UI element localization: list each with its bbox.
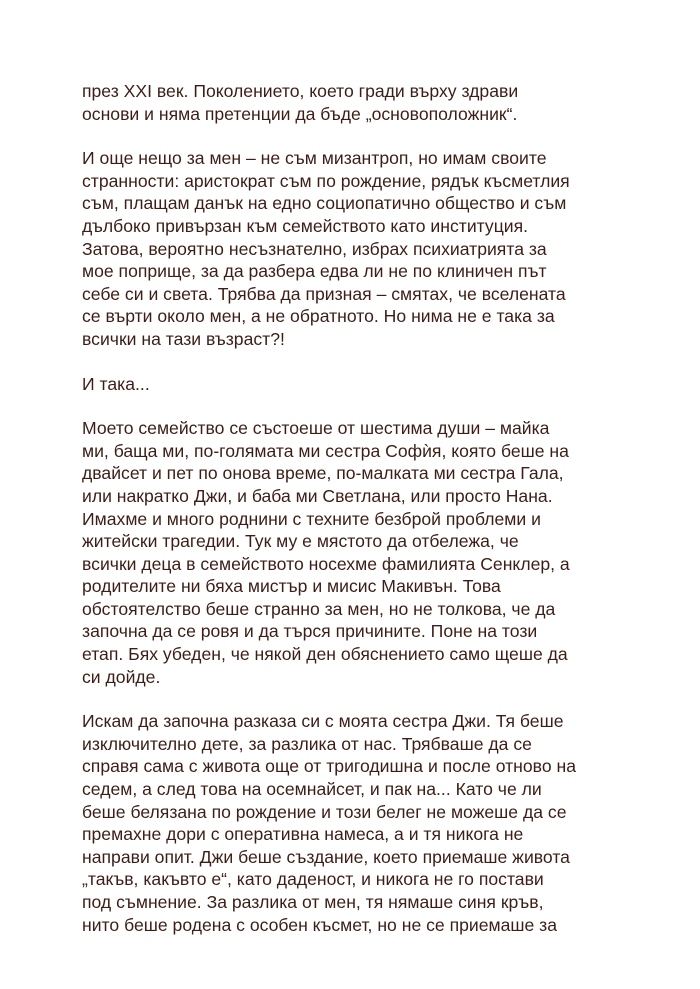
text-line: Затова, вероятно несъзнателно, избрах психиатрията за — [82, 238, 547, 259]
text-line: основи и няма претенции да бъде „основоположник“. — [82, 103, 518, 124]
text-line: седем, а след това на осемнайсет, и пак на... Като че ли — [82, 779, 542, 800]
text-line: И още нещо за мен – не съм мизантроп, но имам своите — [82, 148, 547, 169]
text-line: Имахме и много роднини с техните безброй проблеми и — [82, 508, 541, 529]
text-line: ми, баща ми, по-голямата ми сестра Софѝя, която беше на — [82, 440, 569, 461]
text-line: беше белязана по рождение и този белег не можеше да се — [82, 801, 567, 822]
text-line: всички на тази възраст?! — [82, 328, 285, 349]
text-line: или накратко Джи, и баба ми Светлана, или просто Нана. — [82, 485, 553, 506]
text-line: странности: аристократ съм по рождение, рядък късметлия — [82, 170, 570, 191]
text-line: се върти около мен, а не обратното. Но нима не е така за — [82, 306, 555, 327]
text-line: Моето семейство се състоеше от шестима души – майка — [82, 418, 550, 439]
text-line: И така... — [82, 373, 150, 394]
text-line: „такъв, какъвто е“, като даденост, и никога не го постави — [82, 869, 544, 890]
text-line: дълбоко привързан към семейството като институция. — [82, 215, 529, 236]
text-line: нито беше родена с особен късмет, но не се приемаше за — [82, 914, 558, 935]
text-line: съм, плащам данък на едно социопатично общество и съм — [82, 193, 567, 214]
text-line: себе си и света. Трябва да призная – смятах, че вселената — [82, 283, 566, 304]
text-line: всички деца в семейството носехме фамилията Сенклер, а — [82, 553, 570, 574]
text-line: житейски трагедии. Тук му е мястото да отбележа, че — [82, 531, 519, 552]
text-line: през XXI век. Поколението, което гради върху здрави — [82, 81, 519, 101]
text-line: родителите ни бяха мистър и мисис Макивън. Това — [82, 576, 501, 597]
text-line: премахне дори с оперативна намеса, а и тя никога не — [82, 824, 524, 845]
paragraph-5 — [82, 710, 622, 936]
text-line: започна да се ровя и да търся причините. Поне на този — [82, 621, 538, 642]
text-line: Искам да започна разказа си с моята сестра Джи. Тя беше — [82, 711, 564, 732]
paragraph-1 — [82, 80, 622, 125]
text-line: мое поприще, за да разбера едва ли не по клиничен път — [82, 261, 547, 282]
document-page — [82, 80, 622, 936]
text-line: направи опит. Джи беше създание, което приемаше живота — [82, 846, 570, 867]
paragraph-3 — [82, 373, 622, 396]
text-line: под съмнение. За разлика от мен, тя нямаше синя кръв, — [82, 892, 544, 912]
paragraph-4 — [82, 417, 622, 688]
paragraph-2 — [82, 147, 622, 350]
text-line: справя сама с живота още от тригодишна и после отново на — [82, 756, 576, 777]
text-line: етап. Бях убеден, че някой ден обяснението само щеше да — [82, 644, 568, 665]
text-line: обстоятелство беше странно за мен, но не толкова, че да — [82, 598, 556, 619]
text-line: си дойде. — [82, 666, 161, 687]
text-line: двайсет и пет по онова време, по-малката ми сестра Гала, — [82, 463, 564, 484]
text-line: изключително дете, за разлика от нас. Трябваше да се — [82, 733, 532, 754]
